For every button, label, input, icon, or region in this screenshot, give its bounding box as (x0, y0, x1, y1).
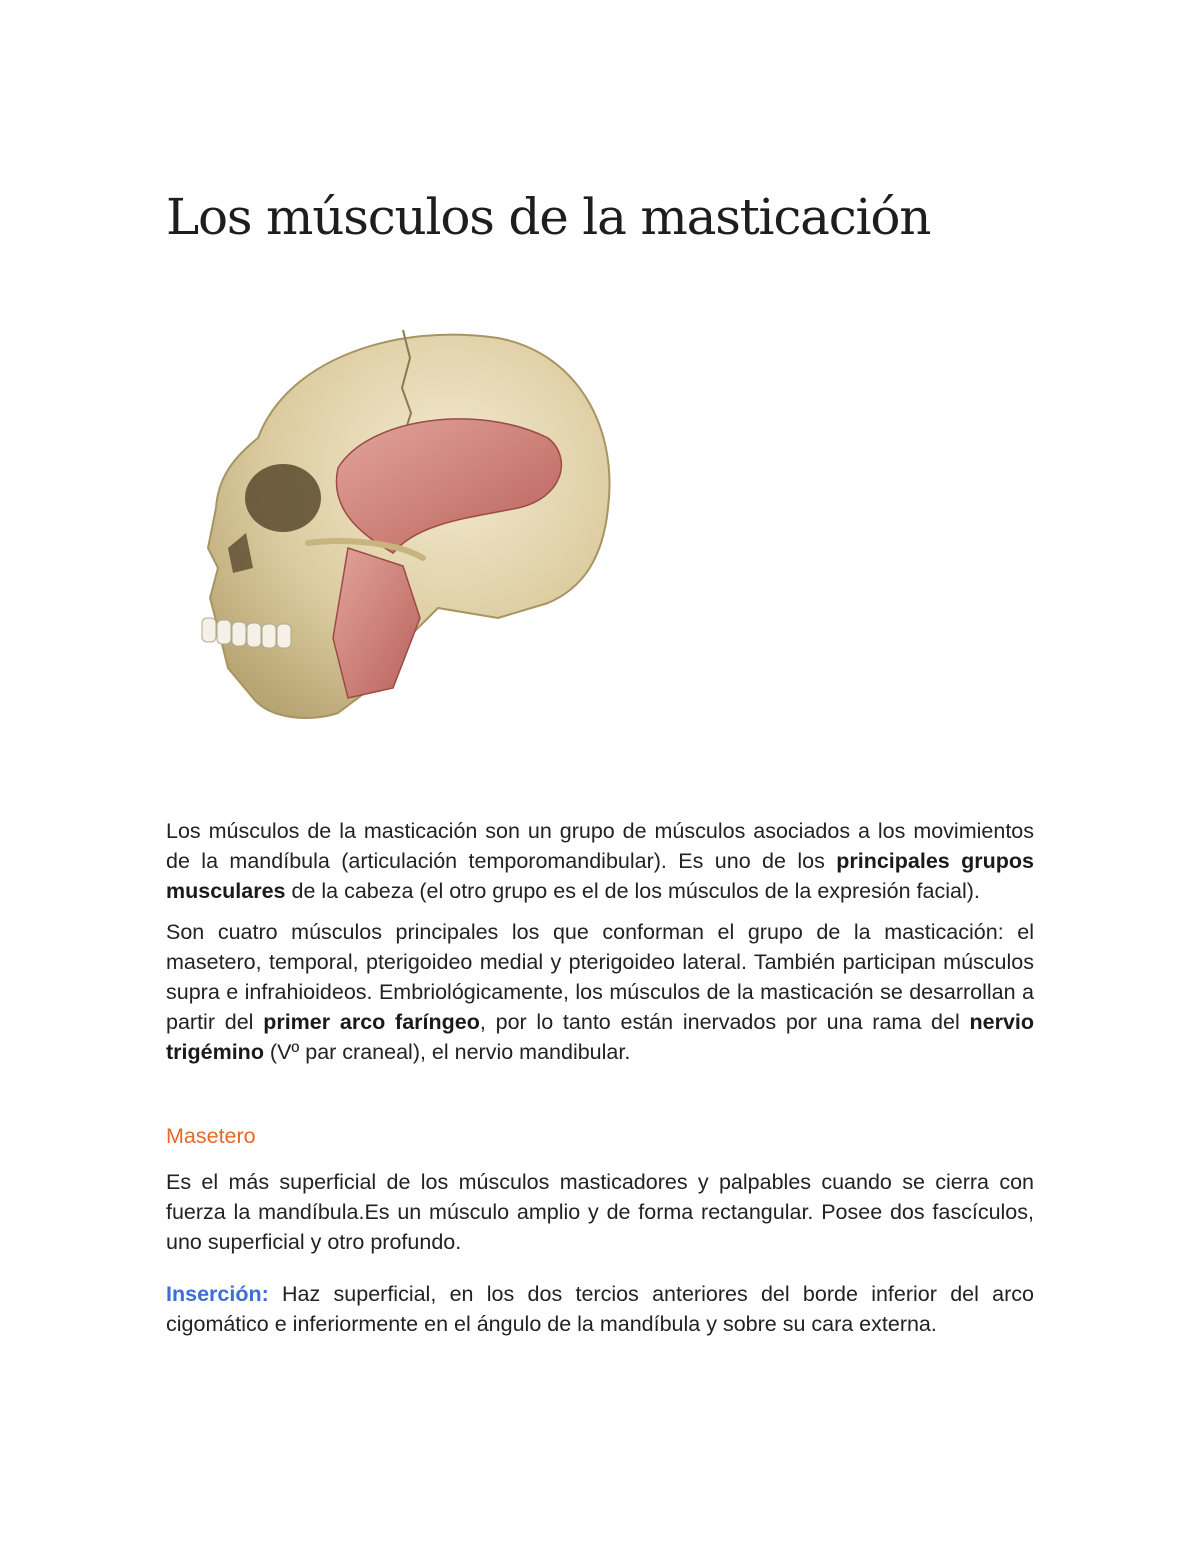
bold-phrase: principales grupos musculares (166, 849, 1034, 903)
bold-phrase: primer arco faríngeo (263, 1010, 480, 1034)
masetero-paragraph: Es el más superficial de los músculos masticadores y palpables cuando se cierra con fuerza la mandíbula.Es un músculo amplio y de forma rectangular. Posee dos fascículos, uno superficial y otro profundo. (166, 1170, 1034, 1254)
insercion-paragraph: Inserción: Haz superficial, en los dos tercios anteriores del borde inferior del arco cigomático e inferiormente en el ángulo de la mandíbula y sobre su cara externa. (166, 1282, 1034, 1336)
document-body (166, 816, 1034, 1339)
second-paragraph: Son cuatro músculos principales los que conforman el grupo de la masticación: el masetero, temporal, pterigoideo medial y pterigoideo lateral. También participan músculos supra e infrahioideos. Embriológicamente, los músculos de la masticación se desarrollan a partir del primer arco faríngeo, por lo tanto están inervados por una rama del nervio trigémino (Vº par craneal), el nervio mandibular. (166, 920, 1035, 1064)
section-heading-masetero: Masetero (166, 1124, 256, 1148)
insercion-label: Inserción: (166, 1282, 269, 1306)
page-title: Los músculos de la masticación (166, 188, 931, 246)
skull-mastication-muscles-icon (198, 318, 628, 738)
intro-paragraph: Los músculos de la masticación son un grupo de músculos asociados a los movimientos de la mandíbula (articulación temporomandibular). Es uno de los principales grupos musculares de la cabeza (el otro grupo es el de los músculos de la expresión facial). (166, 819, 1034, 903)
bold-phrase: nervio trigémino (166, 1010, 1035, 1064)
